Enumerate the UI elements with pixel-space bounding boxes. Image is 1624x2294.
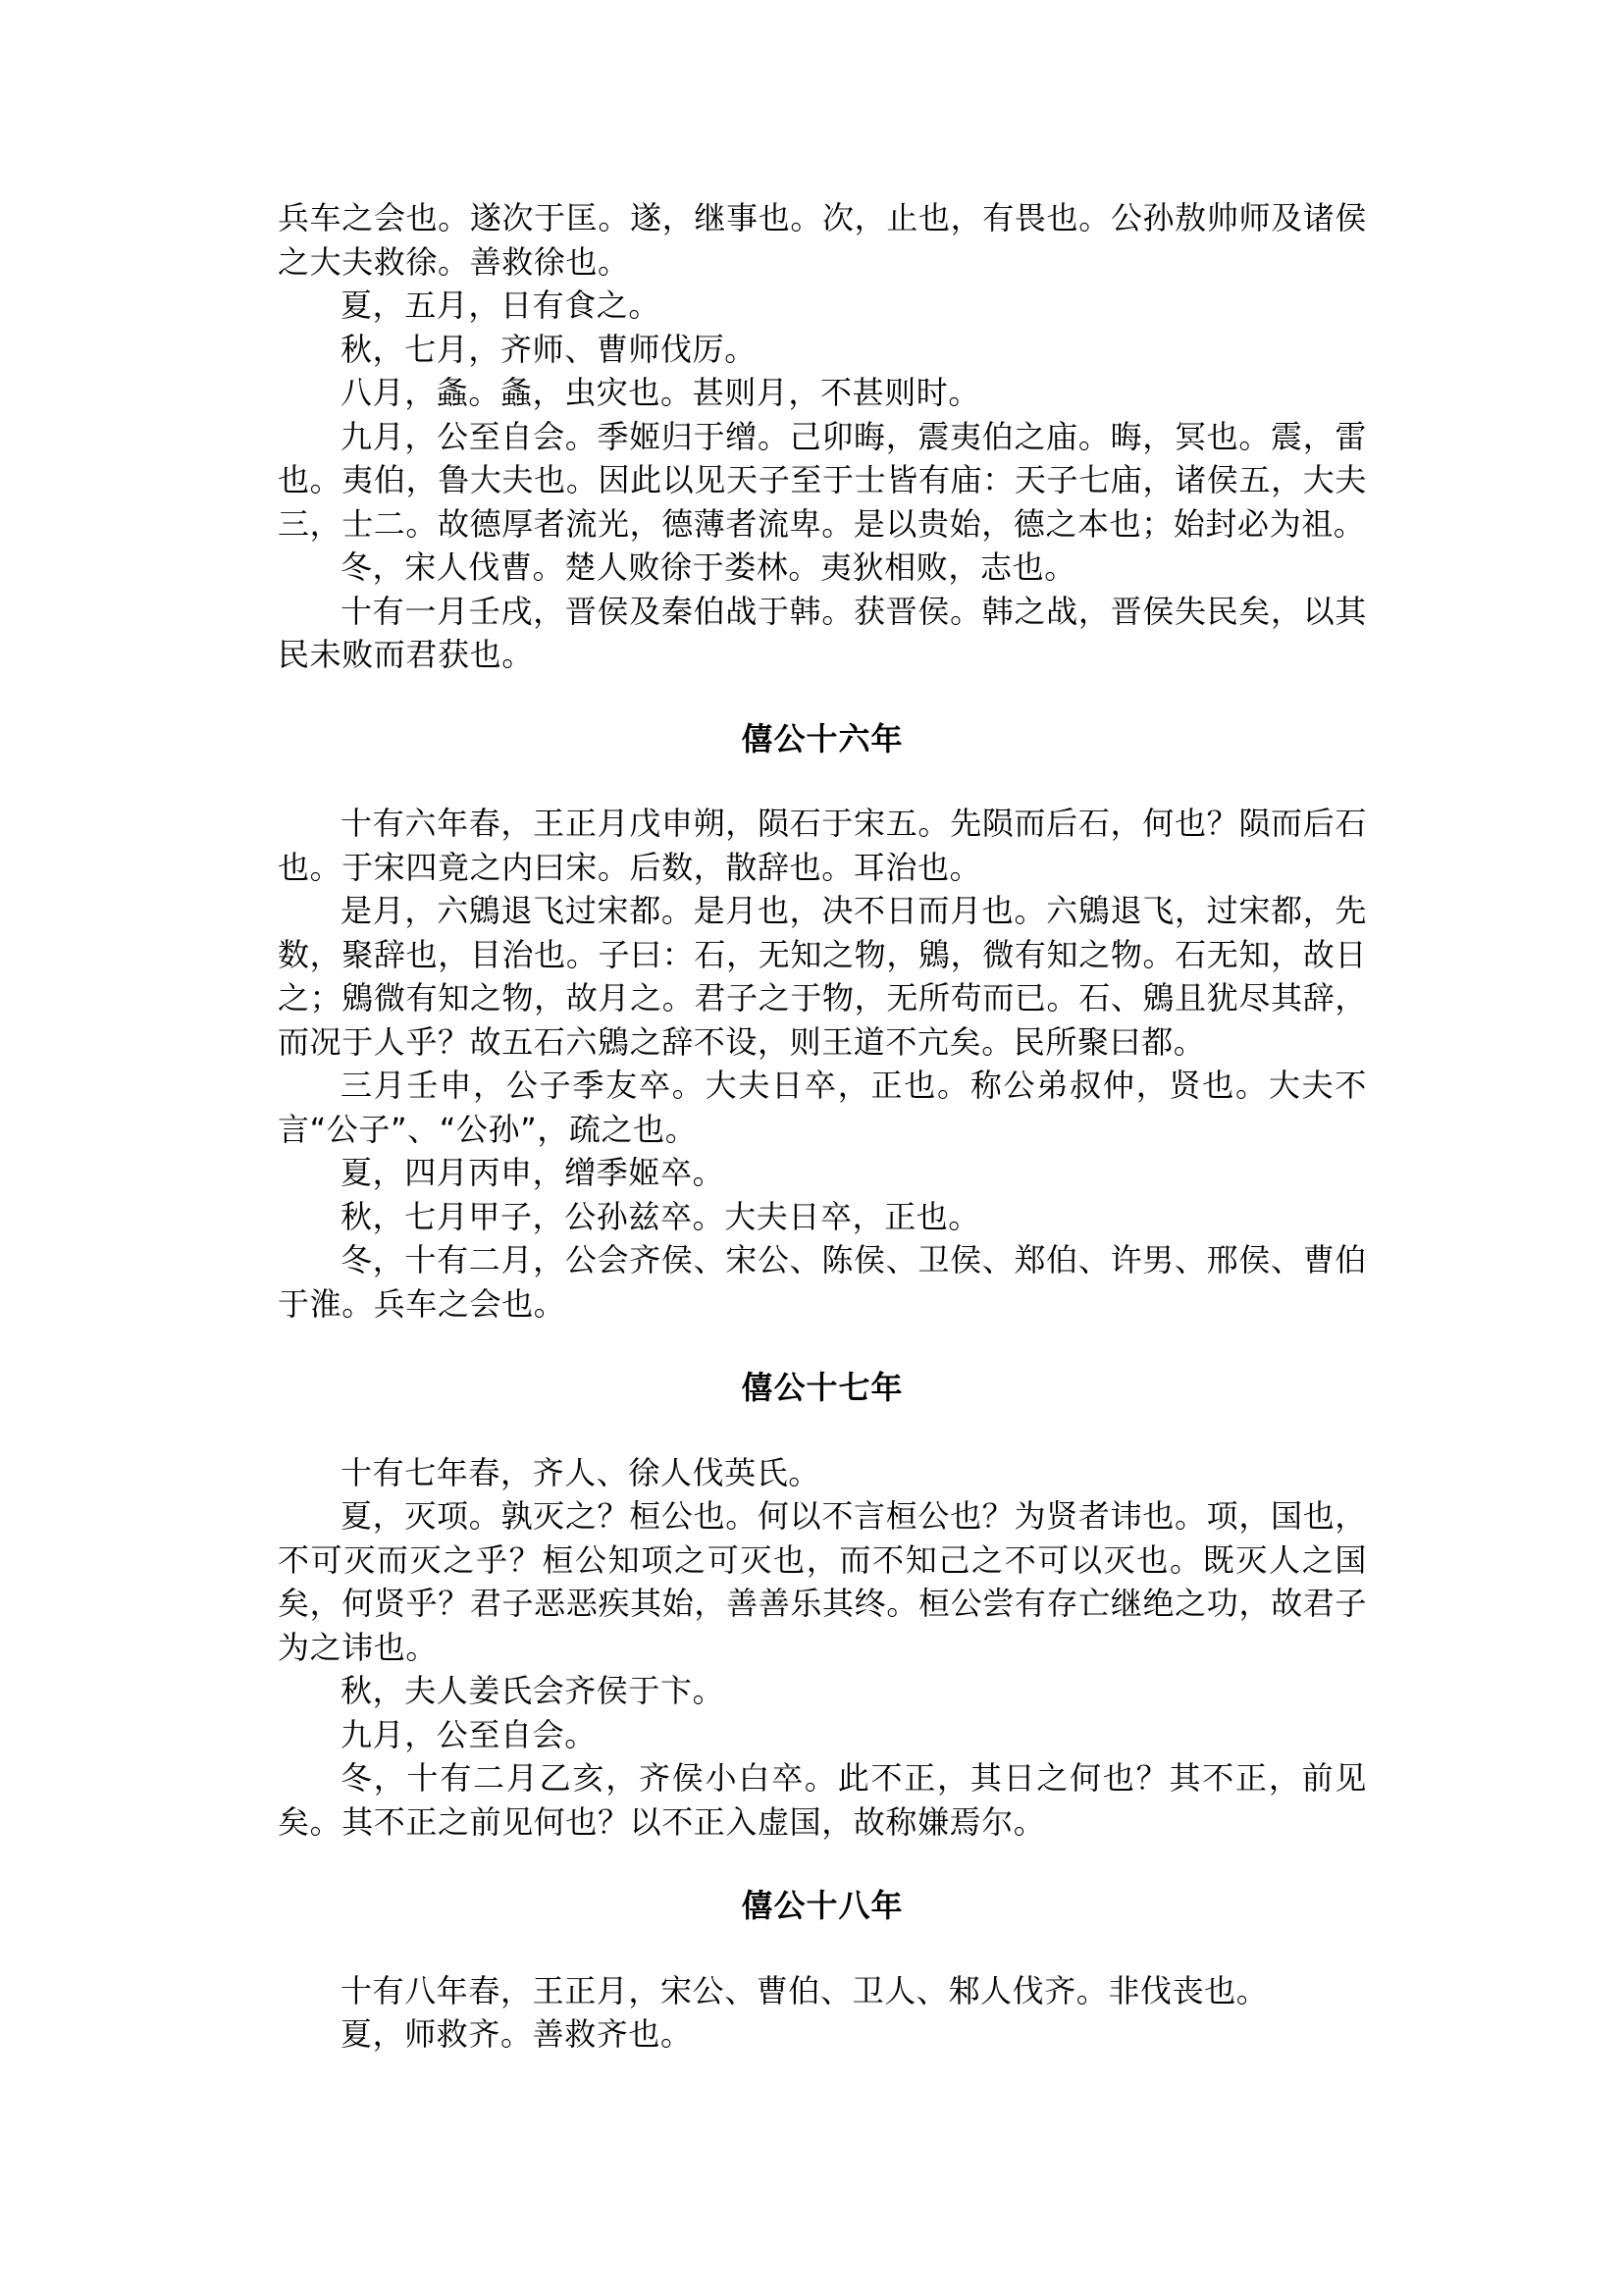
paragraph: 兵车之会也。遂次于匡。遂，继事也。次，止也，有畏也。公孙敖帅师及诸侯之大夫救徐。善救徐也。	[278, 199, 1367, 281]
paragraph: 十有八年春，王正月，宋公、曹伯、卫人、邾人伐齐。非伐丧也。	[341, 1971, 1269, 2009]
paragraph: 九月，公至自会。季姬归于缯。己卯晦，震夷伯之庙。晦，冥也。震，雷也。夷伯，鲁大夫也。因此以见天子至于士皆有庙：天子七庙，诸侯五，大夫三，士二。故德厚者流光，德薄者流卑。是以贵始，德之本也；始封必为祖。	[278, 417, 1367, 543]
paragraph: 十有六年春，王正月戊申朔，陨石于宋五。先陨而后石，何也？陨而后石也。于宋四竟之内曰宋。后数，散辞也。耳治也。	[278, 805, 1367, 886]
paragraph: 冬，十有二月，公会齐侯、宋公、陈侯、卫侯、郑伯、许男、邢侯、曹伯于淮。兵车之会也。	[278, 1241, 1367, 1323]
paragraph: 十有七年春，齐人、徐人伐英氏。	[341, 1453, 821, 1491]
paragraph: 秋，七月，齐师、曹师伐厉。	[341, 330, 757, 368]
paragraph: 夏，五月，日有食之。	[341, 287, 661, 324]
document-page	[278, 196, 1367, 2057]
paragraph: 八月，螽。螽，虫灾也。甚则月，不甚则时。	[341, 374, 981, 411]
paragraph: 夏，四月丙申，缯季姬卒。	[341, 1154, 725, 1191]
section-year-16	[278, 677, 1367, 1327]
paragraph: 夏，灭项。孰灭之？桓公也。何以不言桓公也？为贤者讳也。项，国也，不可灭而灭之乎？桓公知项之可灭也，而不知己之不可以灭也。既灭人之国矣，何贤乎？君子恶恶疾其始，善善乐其终。桓公尝有存亡继绝之功，故君子为之讳也。	[278, 1497, 1367, 1666]
paragraph: 冬，十有二月乙亥，齐侯小白卒。此不正，其日之何也？其不正，前见矣。其不正之前见何也？以不正入虚国，故称嫌焉尔。	[278, 1759, 1367, 1841]
section-heading: 僖公十六年	[741, 719, 904, 757]
section-heading: 僖公十七年	[741, 1369, 904, 1406]
section-heading: 僖公十八年	[741, 1887, 904, 1924]
paragraph: 秋，七月甲子，公孙兹卒。大夫日卒，正也。	[341, 1197, 981, 1235]
section-year-17	[278, 1326, 1367, 1844]
paragraph: 夏，师救齐。善救齐也。	[341, 2015, 693, 2053]
section-continued	[278, 196, 1367, 677]
paragraph: 冬，宋人伐曹。楚人败徐于娄林。夷狄相败，志也。	[341, 548, 1076, 586]
section-year-18	[278, 1844, 1367, 2057]
paragraph: 十有一月壬戌，晋侯及秦伯战于韩。获晋侯。韩之战，晋侯失民矣，以其民未败而君获也。	[278, 592, 1367, 673]
paragraph: 秋，夫人姜氏会齐侯于卞。	[341, 1672, 725, 1709]
paragraph: 九月，公至自会。	[341, 1715, 597, 1753]
paragraph: 三月壬申，公子季友卒。大夫日卒，正也。称公弟叔仲，贤也。大夫不言“公子”、“公孙”，疏之也。	[278, 1067, 1367, 1148]
paragraph: 是月，六鶂退飞过宋都。是月也，决不日而月也。六鶂退飞，过宋都，先数，聚辞也，目治也。子曰：石，无知之物，鶂，微有知之物。石无知，故日之；鶂微有知之物，故月之。君子之于物，无所苟而已。石、鶂且犹尽其辞，而况于人乎？故五石六鶂之辞不设，则王道不亢矣。民所聚曰都。	[278, 892, 1367, 1061]
